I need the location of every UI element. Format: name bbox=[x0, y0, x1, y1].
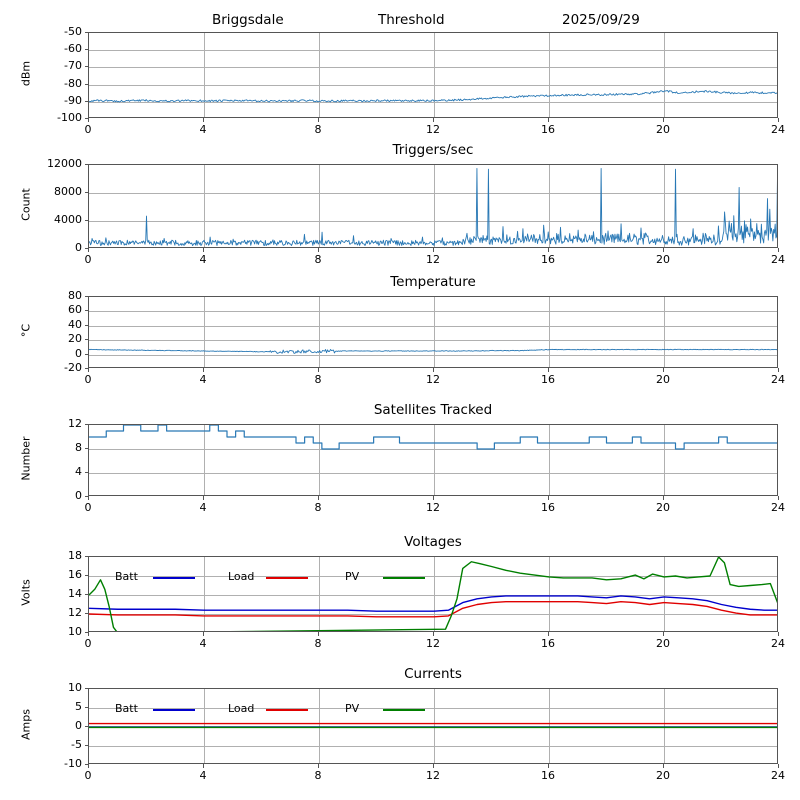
x-tick-mark bbox=[203, 118, 204, 122]
y-tick-mark bbox=[85, 118, 89, 119]
legend-swatch-batt bbox=[153, 709, 195, 711]
y-tick-label: 0 bbox=[75, 489, 82, 502]
x-tick-mark bbox=[548, 248, 549, 252]
x-tick-label: 4 bbox=[199, 373, 207, 386]
temperature-ylabel: °C bbox=[19, 323, 33, 338]
x-tick-mark bbox=[433, 368, 434, 372]
x-tick-mark bbox=[318, 248, 319, 252]
y-tick-mark bbox=[85, 101, 89, 102]
x-tick-mark bbox=[663, 368, 664, 372]
x-tick-mark bbox=[548, 632, 549, 636]
x-tick-label: 4 bbox=[199, 123, 207, 136]
y-tick-mark bbox=[85, 424, 89, 425]
legend-swatch-batt bbox=[153, 577, 195, 579]
series-line bbox=[89, 349, 778, 353]
y-tick-label: 4000 bbox=[54, 213, 82, 226]
legend-label-load: Load bbox=[228, 702, 255, 715]
x-tick-mark bbox=[778, 368, 779, 372]
x-tick-mark bbox=[548, 118, 549, 122]
x-tick-mark bbox=[548, 764, 549, 768]
y-tick-label: -60 bbox=[64, 42, 82, 56]
y-tick-mark bbox=[85, 496, 89, 497]
x-tick-mark bbox=[548, 368, 549, 372]
y-tick-label: 12000 bbox=[47, 157, 82, 170]
y-tick-mark bbox=[85, 339, 89, 340]
y-tick-label: -90 bbox=[64, 93, 82, 107]
x-tick-label: 8 bbox=[314, 123, 322, 136]
voltages-ylabel: Volts bbox=[19, 579, 33, 606]
y-tick-mark bbox=[85, 66, 89, 67]
currents-series-layer bbox=[89, 689, 778, 764]
y-tick-mark bbox=[85, 448, 89, 449]
legend-label-batt: Batt bbox=[115, 570, 138, 583]
y-tick-mark bbox=[85, 726, 89, 727]
y-tick-label: -80 bbox=[64, 76, 82, 90]
y-tick-label: -70 bbox=[64, 59, 82, 73]
y-tick-label: 12 bbox=[68, 417, 82, 430]
x-tick-mark bbox=[88, 764, 89, 768]
currents-plot-area bbox=[88, 688, 778, 764]
x-tick-label: 12 bbox=[426, 253, 440, 266]
x-tick-mark bbox=[663, 764, 664, 768]
legend-swatch-pv bbox=[383, 577, 425, 579]
y-tick-mark bbox=[85, 594, 89, 595]
y-tick-mark bbox=[85, 613, 89, 614]
y-tick-label: 18 bbox=[68, 549, 82, 562]
y-tick-mark bbox=[85, 310, 89, 311]
y-tick-label: -100 bbox=[57, 111, 82, 124]
y-tick-mark bbox=[85, 632, 89, 633]
x-tick-mark bbox=[318, 496, 319, 500]
x-tick-label: 4 bbox=[199, 769, 207, 782]
y-tick-mark bbox=[85, 707, 89, 708]
y-tick-label: 10 bbox=[68, 681, 82, 694]
x-tick-mark bbox=[203, 248, 204, 252]
y-tick-mark bbox=[85, 575, 89, 576]
legend-swatch-pv bbox=[383, 709, 425, 711]
y-tick-label: 4 bbox=[75, 465, 82, 478]
y-tick-label: -10 bbox=[64, 757, 82, 770]
y-tick-label: 5 bbox=[75, 700, 82, 713]
x-tick-mark bbox=[318, 118, 319, 122]
y-tick-mark bbox=[85, 49, 89, 50]
legend-label-pv: PV bbox=[345, 702, 360, 715]
x-tick-label: 8 bbox=[314, 373, 322, 386]
series-line bbox=[89, 169, 778, 246]
y-tick-mark bbox=[85, 368, 89, 369]
x-tick-label: 20 bbox=[656, 637, 670, 650]
x-tick-mark bbox=[433, 248, 434, 252]
legend-label-pv: PV bbox=[345, 570, 360, 583]
x-tick-label: 0 bbox=[84, 253, 92, 266]
x-tick-mark bbox=[548, 496, 549, 500]
x-tick-label: 12 bbox=[426, 123, 440, 136]
x-tick-label: 12 bbox=[426, 501, 440, 514]
satellites-tracked-ylabel: Number bbox=[19, 436, 33, 481]
y-tick-label: 0 bbox=[75, 346, 82, 360]
y-tick-label: 60 bbox=[68, 303, 82, 317]
x-tick-mark bbox=[778, 632, 779, 636]
legend-label-load: Load bbox=[228, 570, 255, 583]
y-tick-label: -5 bbox=[71, 738, 82, 751]
x-tick-mark bbox=[433, 764, 434, 768]
y-tick-label: -50 bbox=[64, 25, 82, 38]
x-tick-label: 4 bbox=[199, 253, 207, 266]
x-tick-mark bbox=[433, 118, 434, 122]
y-tick-mark bbox=[85, 764, 89, 765]
x-tick-label: 12 bbox=[426, 637, 440, 650]
satellites-tracked-title: Satellites Tracked bbox=[373, 402, 493, 418]
x-tick-mark bbox=[433, 496, 434, 500]
x-tick-mark bbox=[318, 764, 319, 768]
x-tick-mark bbox=[663, 118, 664, 122]
x-tick-mark bbox=[663, 496, 664, 500]
header-station: Briggsdale bbox=[212, 12, 284, 28]
x-tick-mark bbox=[778, 118, 779, 122]
x-tick-label: 16 bbox=[541, 123, 555, 136]
x-tick-label: 24 bbox=[771, 123, 785, 136]
x-tick-label: 16 bbox=[541, 769, 555, 782]
x-tick-label: 0 bbox=[84, 637, 92, 650]
x-tick-mark bbox=[663, 248, 664, 252]
y-tick-mark bbox=[85, 354, 89, 355]
x-tick-label: 20 bbox=[656, 253, 670, 266]
x-tick-label: 16 bbox=[541, 373, 555, 386]
y-tick-mark bbox=[85, 472, 89, 473]
x-tick-label: 24 bbox=[771, 253, 785, 266]
triggers-per-sec-ylabel: Count bbox=[19, 188, 33, 221]
y-tick-label: 8000 bbox=[54, 185, 82, 198]
series-line bbox=[89, 425, 778, 449]
x-tick-label: 8 bbox=[314, 769, 322, 782]
series-line bbox=[89, 91, 778, 102]
x-tick-mark bbox=[433, 632, 434, 636]
x-tick-label: 0 bbox=[84, 123, 92, 136]
x-tick-label: 0 bbox=[84, 501, 92, 514]
y-tick-mark bbox=[85, 164, 89, 165]
x-tick-label: 24 bbox=[771, 637, 785, 650]
x-tick-label: 12 bbox=[426, 769, 440, 782]
x-tick-label: 20 bbox=[656, 501, 670, 514]
y-tick-label: -20 bbox=[64, 361, 82, 374]
x-tick-label: 16 bbox=[541, 637, 555, 650]
temperature-title: Temperature bbox=[390, 274, 476, 290]
y-tick-label: 0 bbox=[75, 241, 82, 254]
triggers-per-sec-plot-area bbox=[88, 164, 778, 248]
signal-strength-ylabel: dBm bbox=[19, 60, 33, 87]
x-tick-label: 16 bbox=[541, 501, 555, 514]
x-tick-label: 16 bbox=[541, 253, 555, 266]
y-tick-mark bbox=[85, 296, 89, 297]
x-tick-mark bbox=[203, 368, 204, 372]
x-tick-label: 24 bbox=[771, 373, 785, 386]
y-tick-label: 20 bbox=[68, 332, 82, 346]
y-tick-label: 80 bbox=[68, 289, 82, 302]
x-tick-label: 8 bbox=[314, 501, 322, 514]
satellites-tracked-series-layer bbox=[89, 425, 778, 496]
y-tick-label: 10 bbox=[68, 625, 82, 638]
y-tick-label: 40 bbox=[68, 317, 82, 331]
x-tick-label: 24 bbox=[771, 501, 785, 514]
triggers-per-sec-series-layer bbox=[89, 165, 778, 248]
x-tick-mark bbox=[778, 764, 779, 768]
x-tick-mark bbox=[318, 632, 319, 636]
y-tick-mark bbox=[85, 688, 89, 689]
x-tick-label: 8 bbox=[314, 253, 322, 266]
y-tick-mark bbox=[85, 192, 89, 193]
y-tick-label: 8 bbox=[75, 441, 82, 454]
y-tick-mark bbox=[85, 84, 89, 85]
x-tick-mark bbox=[88, 248, 89, 252]
series-line bbox=[89, 557, 778, 632]
x-tick-mark bbox=[88, 496, 89, 500]
x-tick-mark bbox=[203, 496, 204, 500]
x-tick-label: 0 bbox=[84, 373, 92, 386]
y-tick-mark bbox=[85, 556, 89, 557]
x-tick-mark bbox=[778, 496, 779, 500]
voltages-title: Voltages bbox=[404, 534, 462, 550]
x-tick-mark bbox=[663, 632, 664, 636]
legend-swatch-load bbox=[266, 709, 308, 711]
x-tick-label: 20 bbox=[656, 373, 670, 386]
x-tick-mark bbox=[778, 248, 779, 252]
currents-title: Currents bbox=[404, 666, 462, 682]
voltages-series-layer bbox=[89, 557, 778, 632]
header-mode: Threshold bbox=[378, 12, 445, 28]
x-tick-label: 8 bbox=[314, 637, 322, 650]
signal-strength-series-layer bbox=[89, 33, 778, 118]
signal-strength-plot-area bbox=[88, 32, 778, 118]
legend-label-batt: Batt bbox=[115, 702, 138, 715]
currents-ylabel: Amps bbox=[19, 709, 33, 740]
x-tick-label: 20 bbox=[656, 123, 670, 136]
triggers-per-sec-title: Triggers/sec bbox=[392, 142, 474, 158]
x-tick-mark bbox=[203, 632, 204, 636]
x-tick-label: 24 bbox=[771, 769, 785, 782]
x-tick-label: 12 bbox=[426, 373, 440, 386]
x-tick-label: 0 bbox=[84, 769, 92, 782]
y-tick-label: 12 bbox=[68, 606, 82, 619]
header-date: 2025/09/29 bbox=[562, 12, 640, 28]
x-tick-label: 4 bbox=[199, 501, 207, 514]
y-tick-mark bbox=[85, 325, 89, 326]
satellites-tracked-plot-area bbox=[88, 424, 778, 496]
legend-swatch-load bbox=[266, 577, 308, 579]
y-tick-mark bbox=[85, 248, 89, 249]
x-tick-mark bbox=[88, 118, 89, 122]
x-tick-mark bbox=[318, 368, 319, 372]
y-tick-mark bbox=[85, 32, 89, 33]
voltages-plot-area bbox=[88, 556, 778, 632]
y-tick-label: 14 bbox=[68, 587, 82, 600]
temperature-series-layer bbox=[89, 297, 778, 368]
y-tick-label: 16 bbox=[68, 568, 82, 581]
y-tick-mark bbox=[85, 745, 89, 746]
x-tick-label: 20 bbox=[656, 769, 670, 782]
y-tick-mark bbox=[85, 220, 89, 221]
x-tick-label: 4 bbox=[199, 637, 207, 650]
x-tick-mark bbox=[88, 632, 89, 636]
temperature-plot-area bbox=[88, 296, 778, 368]
x-tick-mark bbox=[88, 368, 89, 372]
y-tick-label: 0 bbox=[75, 719, 82, 732]
x-tick-mark bbox=[203, 764, 204, 768]
